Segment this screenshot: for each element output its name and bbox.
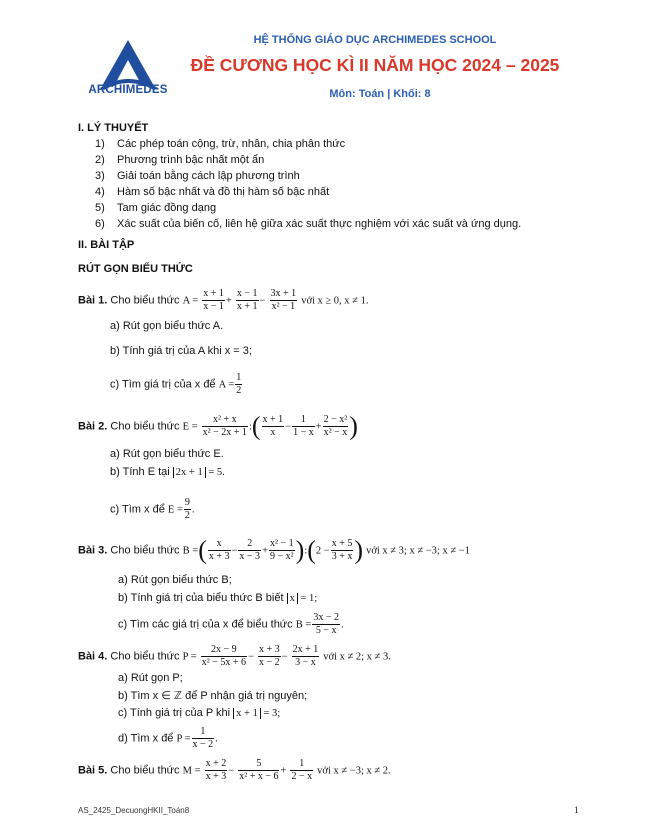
- exercise-5-statement: Bài 5. Cho biểu thức M = $\frac{x + 2}{x + 3}$ − $\frac{5}{\text{x² + x − 6}}$ + $\frac{1}{2 - x}$ với x ≠ −3; x ≠ 2.: [78, 758, 391, 782]
- exercise-1a: a) Rút gọn biểu thức A.: [110, 320, 224, 332]
- school-name: HỆ THỐNG GIÁO DỤC ARCHIMEDES SCHOOL: [253, 34, 497, 46]
- exercise-1-statement: Bài 1. Cho biểu thức A = $\frac{x + 1}{x - 1}$ + $\frac{x - 1}{x + 1}$ − $\frac{3x + 1}{\text{x² − 1}}$ với x ≥ 0, x ≠ 1.: [78, 288, 369, 312]
- theory-item: 4) Hàm số bậc nhất và đồ thị hàm số bậc nhất: [95, 186, 330, 198]
- exercise-1c: c) Tìm giá trị của x để A = $\frac{1}{2}$: [110, 372, 242, 396]
- subject-grade: Môn: Toán | Khối: 8: [329, 88, 431, 100]
- theory-item: 5) Tam giác đồng dạng: [95, 202, 217, 214]
- exercise-4a: a) Rút gọn P;: [118, 672, 183, 684]
- exercises-heading: II. BÀI TẬP: [78, 239, 135, 251]
- exercise-2c: c) Tìm x để E = $\frac{9}{2}$ .: [110, 497, 195, 521]
- footer-code: AS_2425_DecuongHKII_Toán8: [78, 806, 190, 815]
- exercises-subheading: RÚT GỌN BIỂU THỨC: [78, 263, 193, 275]
- theory-heading: I. LÝ THUYẾT: [78, 122, 149, 134]
- exercise-3a: a) Rút gọn biểu thức B;: [118, 574, 232, 586]
- exercise-3c: c) Tìm các giá trị của x để biểu thức B = $\frac{3x - 2}{5 - x}$ .: [118, 612, 344, 636]
- theory-item: 2) Phương trình bậc nhất một ẩn: [95, 154, 265, 166]
- exercise-1b: b) Tính giá trị của A khi x = 3;: [110, 345, 252, 357]
- page-title: ĐỀ CƯƠNG HỌC KÌ II NĂM HỌC 2024 – 2025: [190, 55, 560, 75]
- exercise-4-statement: Bài 4. Cho biểu thức P = $\frac{2x - 9}{\text{x² − 5x + 6}}$ − $\frac{x + 3}{x - 2}$ − $\frac{2x + 1}{3 - x}$ với x ≠ 2; x ≠ 3.: [78, 644, 391, 668]
- exercise-2a: a) Rút gọn biểu thức E.: [110, 448, 224, 460]
- exercise-2-statement: Bài 2. Cho biểu thức E = $\frac{\text{x² + x}}{\text{x² − 2x + 1}}$ :( $\frac{x + 1}{x}$ − $\frac{1}{1 - x}$ + $\frac{\text{2 − x²}}{\text{x² − x}}$ ): [78, 411, 358, 441]
- theory-item: 3) Giải toán bằng cách lập phương trình: [95, 170, 300, 182]
- exercise-4b: b) Tìm x ∈ ℤ để P nhận giá trị nguyên;: [118, 690, 308, 702]
- exercise-4c: c) Tính giá trị của P khi x + 1 = 3;: [118, 707, 281, 719]
- exercise-4d: d) Tìm x để P = $\frac{1}{x - 2}$ .: [118, 726, 218, 750]
- exercise-3b: b) Tính giá trị của biểu thức B biết x = 1;: [118, 592, 318, 604]
- logo-text: ARCHIMEDES: [88, 84, 168, 96]
- exercise-3-statement: Bài 3. Cho biểu thức B =( $\frac{x}{x + 3}$ − $\frac{2}{x - 3}$ + $\frac{\text{x² − 1}}{\text{9 − x²}}$ ):(2 − $\frac{x + 5}{3 + x}$ ) với x ≠ 3; x ≠ −3; x ≠ −1: [78, 535, 470, 565]
- theory-item: 1) Các phép toán cộng, trừ, nhân, chia phân thức: [95, 138, 346, 150]
- exercise-2b: b) Tính E tại 2x + 1 = 5.: [110, 466, 225, 478]
- page-number: 1: [574, 805, 579, 815]
- theory-item: 6) Xác suất của biến cố, liên hệ giữa xác suất thực nghiệm với xác suất và ứng dụng.: [95, 218, 522, 230]
